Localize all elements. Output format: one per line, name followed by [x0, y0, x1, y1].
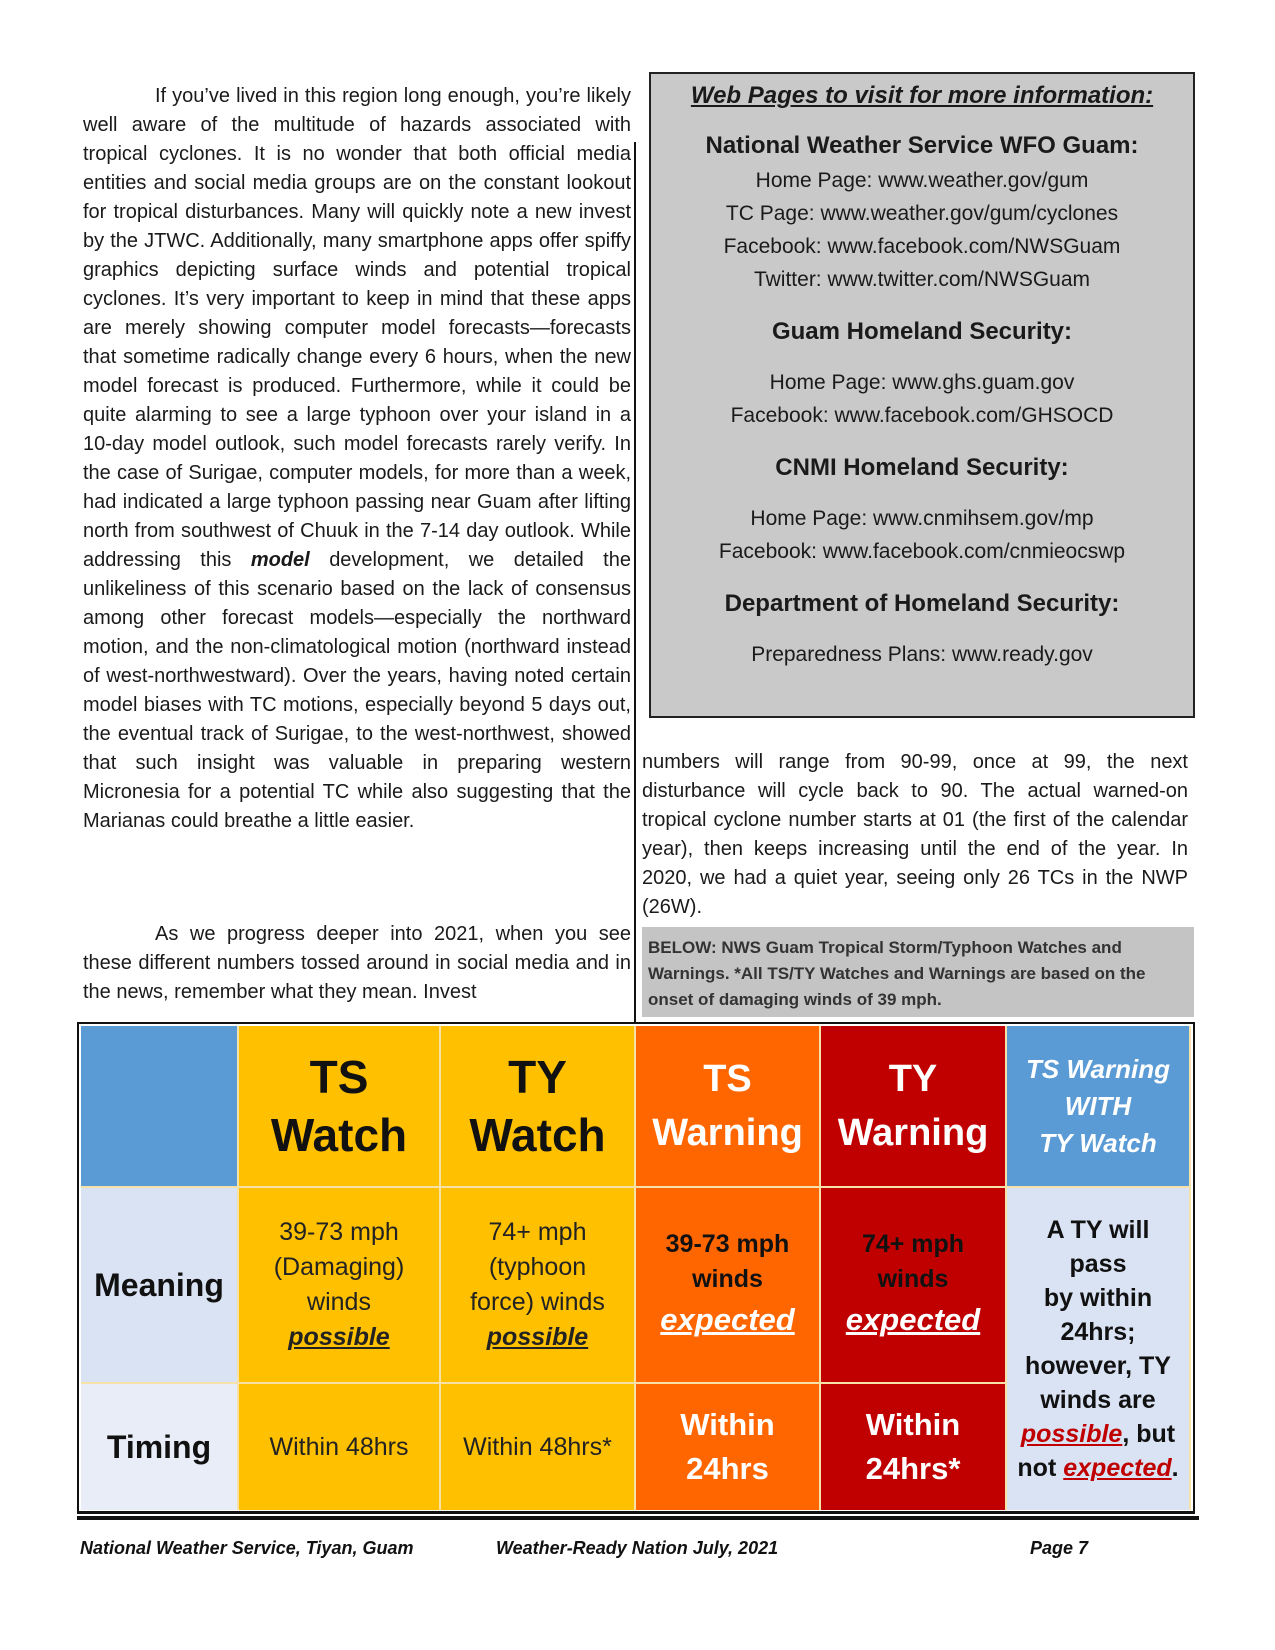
cell-line: however, TY — [1025, 1352, 1171, 1380]
header-text: WITH — [1064, 1090, 1132, 1121]
row-label-meaning — [81, 1188, 237, 1382]
cell-text: , but — [1122, 1420, 1176, 1448]
cell-line: 39-73 mph — [279, 1218, 399, 1246]
row-label-timing — [81, 1384, 237, 1510]
cell-emphasis: possible — [288, 1323, 390, 1351]
watch-warning-table — [77, 1022, 1195, 1514]
ghs-home-link[interactable]: Home Page: www.ghs.guam.gov — [769, 371, 1075, 394]
emphasis-model: model — [250, 549, 310, 571]
ghs-heading: Guam Homeland Security: — [771, 318, 1073, 345]
cell-line: A TY will pass — [1046, 1216, 1150, 1278]
web-pages-title: Web Pages to visit for more information: — [690, 82, 1154, 109]
cell-emphasis: expected — [845, 1302, 981, 1337]
row-label-text: Timing — [106, 1428, 212, 1465]
row-label-text: Meaning — [94, 1266, 224, 1303]
cell-line: winds — [692, 1265, 763, 1293]
timing-ty-watch: Within 48hrs* — [441, 1384, 634, 1510]
header-text: TS — [309, 1051, 369, 1103]
footer-center: Weather-Ready Nation July, 2021 — [496, 1538, 779, 1558]
meaning-ts-watch — [239, 1188, 439, 1382]
timing-ts-warning — [636, 1384, 819, 1510]
cell-line: 24hrs; — [1060, 1318, 1136, 1346]
cell-line: Within — [680, 1407, 775, 1442]
paragraph-text-tail: development, we detailed the unlikeliness of this scenario based on the lack of consensus among other forecast models—especially the northward motion, and the non-climatological motion (northward instead of west-northwestward). Over the years, having noted certain model biases with TC motions, especially beyond 5 days out, the eventual track of Surigae, to the west-northwest, showed that such insight was valuable in preparing western Micronesia for a potential TC while also suggesting that the Marianas could breathe a little easier. — [83, 549, 631, 832]
dhs-ready-link[interactable]: Preparedness Plans: www.ready.gov — [751, 643, 1093, 666]
header-text: Watch — [270, 1109, 408, 1161]
header-ts-watch — [239, 1026, 439, 1186]
nws-tc-link[interactable]: TC Page: www.weather.gov/gum/cyclones — [725, 202, 1119, 225]
header-text: TY — [888, 1058, 938, 1100]
paragraph-text: As we progress deeper into 2021, when you see these different numbers tossed around in social media and in the news, remember what they mean. Invest — [83, 923, 631, 1003]
meaning-ty-watch — [441, 1188, 634, 1382]
column-divider — [634, 142, 636, 1022]
cnmi-home-link[interactable]: Home Page: www.cnmihsem.gov/mp — [750, 507, 1094, 530]
footer-page-number: Page 7 — [1030, 1538, 1089, 1558]
combo-description — [1007, 1188, 1189, 1510]
header-text: Warning — [837, 1112, 989, 1154]
bottom-rule — [77, 1516, 1199, 1520]
web-pages-box — [649, 72, 1195, 718]
meaning-ty-warning — [821, 1188, 1005, 1382]
cell-line: by within — [1043, 1284, 1153, 1312]
nws-home-link[interactable]: Home Page: www.weather.gov/gum — [755, 169, 1089, 192]
header-text: TY — [508, 1051, 567, 1103]
nws-heading: National Weather Service WFO Guam: — [705, 132, 1139, 159]
meaning-ts-warning — [636, 1188, 819, 1382]
timing-ts-watch: Within 48hrs — [239, 1384, 439, 1510]
cell-emphasis: possible — [486, 1323, 589, 1351]
article-paragraph-3: numbers will range from 90-99, once at 99, the next disturbance will cycle back to 90. The actual warned-on tropical cyclone number starts at 01 (the first of the calendar year), then keeps increasing until the end of the year. In 2020, we had a quiet year, seeing only 26 TCs in the NWP (26W). — [642, 751, 1188, 918]
cnmi-facebook-link[interactable]: Facebook: www.facebook.com/cnmieocswp — [718, 540, 1126, 563]
dhs-heading: Department of Homeland Security: — [724, 590, 1120, 617]
cnmi-heading: CNMI Homeland Security: — [775, 454, 1069, 481]
emphasis-possible: possible — [1020, 1420, 1123, 1448]
header-ts-warning-with-ty-watch — [1007, 1026, 1189, 1186]
cell-line — [1017, 1451, 1178, 1485]
paragraph-text: If you’ve lived in this region long enough, you’re likely well aware of the multitude of hazards associated with tropical cyclones. It is no wonder that both official media entities and social media groups are on the constant lookout for tropical disturbances. Many will quickly note a new invest by the JTWC. Additionally, many smartphone apps offer spiffy graphics depicting surface winds and potential tropical cyclones. It’s very important to keep in mind that these apps are merely showing computer model forecasts—forecasts that sometime radically change every 6 hours, when the new model forecast is produced. Furthermore, while it could be quite alarming to see a large typhoon over your island in a 10-day model outlook, such model forecasts rarely verify. In the case of Surigae, computer models, for more than a week, had indicated a large typhoon passing near Guam after lifting north from southwest of Chuuk in the 7-14 day outlook. While addressing this — [83, 85, 631, 571]
timing-ty-warning — [821, 1384, 1005, 1510]
cell-line: winds — [307, 1288, 371, 1316]
header-ty-warning — [821, 1026, 1005, 1186]
header-text: TS — [703, 1058, 752, 1100]
table-corner-cell — [81, 1026, 237, 1186]
header-ts-warning — [636, 1026, 819, 1186]
cell-line: (typhoon — [488, 1253, 587, 1281]
ghs-facebook-link[interactable]: Facebook: www.facebook.com/GHSOCD — [730, 404, 1114, 427]
cell-line — [1021, 1417, 1175, 1451]
nws-facebook-link[interactable]: Facebook: www.facebook.com/NWSGuam — [723, 235, 1121, 258]
header-text: TY Watch — [1039, 1127, 1157, 1158]
header-text: Watch — [469, 1109, 606, 1161]
cell-line: force) winds — [470, 1288, 605, 1316]
header-text: Warning — [652, 1112, 803, 1154]
article-paragraph-1 — [83, 82, 631, 836]
cell-text: not — [1017, 1454, 1064, 1482]
emphasis-expected: expected — [1063, 1454, 1172, 1482]
cell-line: Within — [865, 1407, 961, 1442]
cell-line: 74+ mph — [861, 1230, 965, 1258]
article-paragraph-2 — [83, 920, 631, 1007]
cell-text: . — [1171, 1454, 1179, 1482]
cell-line: 24hrs — [686, 1451, 769, 1486]
footer-left: National Weather Service, Tiyan, Guam — [80, 1538, 414, 1558]
cell-line: 24hrs* — [865, 1451, 961, 1486]
header-text: TS Warning — [1026, 1053, 1170, 1084]
nws-twitter-link[interactable]: Twitter: www.twitter.com/NWSGuam — [753, 268, 1091, 291]
cell-emphasis: expected — [660, 1302, 795, 1337]
cell-line: 74+ mph — [488, 1218, 587, 1246]
cell-line: (Damaging) — [273, 1253, 405, 1281]
table-caption: BELOW: NWS Guam Tropical Storm/Typhoon Watches and Warnings. *All TS/TY Watches and Warnings are based on the onset of damaging winds of 39 mph. — [642, 927, 1194, 1017]
header-ty-watch — [441, 1026, 634, 1186]
cell-line: winds — [877, 1265, 949, 1293]
cell-line: winds are — [1040, 1386, 1156, 1414]
cell-line: 39-73 mph — [665, 1230, 790, 1258]
